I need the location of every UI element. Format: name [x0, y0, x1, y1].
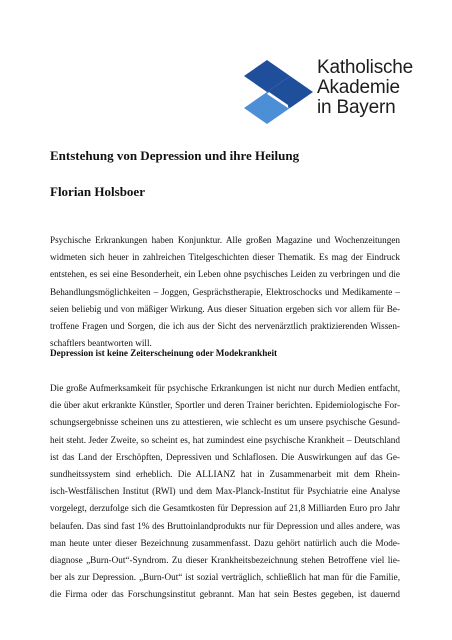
section-heading: Depression ist keine Zeiterscheinung oder Modekrankheit — [50, 348, 278, 358]
text-line: Die große Aufmerksamkeit für psychische Erkrankungen ist nicht nur durch Medien entfacht, — [50, 383, 400, 393]
text-line: vorgelegt, derzufolge sich die Gesamtkosten für Depression auf 21,8 Milliarden Euro pro Jahr — [50, 503, 400, 514]
author-name: Florian Holsboer — [50, 184, 145, 199]
logo-line-1: Katholische — [317, 57, 414, 78]
text-line: Behandlungsmöglichkeiten – Joggen, Gesprächstherapie, Elektroschocks und Medikamente – — [50, 286, 400, 297]
text-line: ist das Land der Erschöpften, Depressiven und Schlaflosen. Die Auswirkungen auf das Ge- — [50, 451, 400, 462]
text-line: heit steht. Jeder Zweite, so scheint es, hat zumindest eine psychische Krankheit – Deutschland — [50, 434, 400, 445]
body-paragraph — [50, 380, 400, 604]
text-line: die Firma oder das Forschungsinstitut gebrannt. Man hat sein Bestes gegeben, ist dauernd — [50, 589, 400, 600]
logo-line-3: in Bayern — [317, 97, 396, 118]
text-line: seien beliebig und von mäßiger Wirkung. Aus dieser Situation ergeben sich vor allem für Be- — [50, 303, 400, 314]
text-line: Psychische Erkrankungen haben Konjunktur. Alle großen Magazine und Wochenzeitungen — [50, 235, 400, 245]
intro-paragraph — [50, 232, 400, 352]
text-line: ber als zur Depression. „Burn-Out“ ist sozial verträglich, schließlich hat man für die Familie, — [50, 572, 400, 583]
text-line: die über akut erkrankte Künstler, Sportler und deren Trainer berichten. Epidemiologische For- — [50, 400, 400, 411]
text-line: widmeten sich heuer in zahlreichen Titelgeschichten dieser Thematik. Es mag der Eindruck — [50, 252, 400, 263]
document-title: Entstehung von Depression und ihre Heilung — [50, 148, 300, 163]
text-line: sundheitssystem sind erheblich. Die ALLIANZ hat in Zusammenarbeit mit dem Rhein- — [50, 469, 400, 480]
text-line: diagnose „Burn-Out“-Syndrom. Zu dieser Krankheitsbezeichnung stehen Betroffene viel lie- — [50, 555, 400, 566]
academy-logo-text — [317, 58, 413, 118]
text-line: entstehen, es sei eine Besonderheit, ein Leben ohne psychisches Leiden zu verbringen und die — [50, 269, 400, 280]
text-line: isch-Westfälischen Institut (RWI) und dem Max-Planck-Institut für Psychiatrie eine Analyse — [50, 486, 400, 497]
academy-logo-icon — [244, 60, 314, 124]
text-line: belaufen. Das sind fast 1% des Bruttoinlandprodukts nur für Depression und alles andere, was — [50, 520, 400, 531]
academy-logo — [244, 56, 424, 128]
text-line: schaftlers beantworten will. — [50, 338, 152, 349]
logo-line-2: Akademie — [317, 77, 400, 98]
text-line: schungsergebnisse scheinen uns zu attestieren, wie schlecht es um unsere psychische Gesund- — [50, 417, 400, 428]
text-line: man heute unter dieser Bezeichnung zusammenfasst. Dazu gehört natürlich auch die Mode- — [50, 537, 400, 548]
text-line: troffene Fragen und Sorgen, die ich aus der Sicht des nervenärztlich praktizierenden Wissen- — [50, 321, 400, 332]
